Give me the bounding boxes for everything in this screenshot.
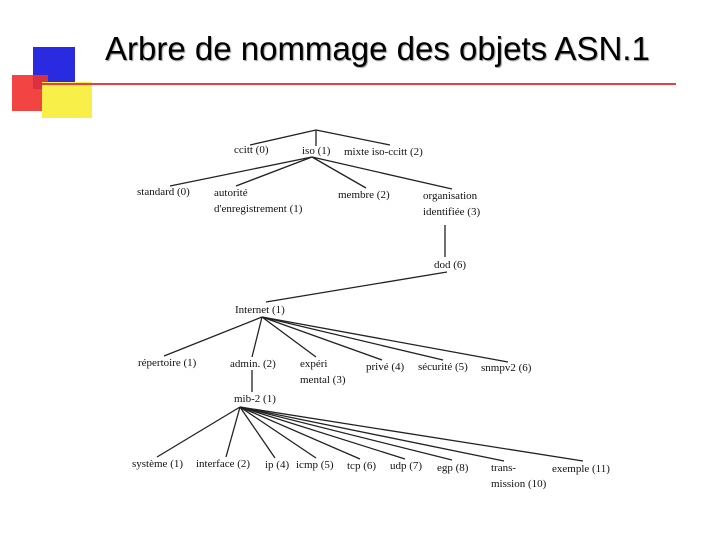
edge-internet-prive <box>262 317 382 360</box>
node-iso: iso (1) <box>302 145 331 157</box>
node-membre: membre (2) <box>338 189 390 201</box>
node-organisation-line2: identifiée (3) <box>423 206 481 218</box>
node-admin: admin. (2) <box>230 358 276 370</box>
edge-internet-securite <box>262 317 443 360</box>
node-exemple: exemple (11) <box>552 463 610 475</box>
node-egp: egp (8) <box>437 462 469 474</box>
node-mib2: mib-2 (1) <box>234 393 276 405</box>
edge-iso-organisation <box>312 157 452 189</box>
node-icmp: icmp (5) <box>296 459 334 471</box>
node-interface: interface (2) <box>196 458 251 470</box>
edge-root-mixte <box>316 130 390 145</box>
edge-iso-autorite <box>236 157 312 186</box>
node-systeme: système (1) <box>132 458 184 470</box>
node-internet: Internet (1) <box>235 304 285 316</box>
edge-mib2-exemple <box>240 407 583 461</box>
edge-mib2-egp <box>240 407 452 460</box>
node-trans-line2: mission (10) <box>491 478 547 490</box>
edge-internet-repertoire <box>164 317 262 356</box>
node-securite: sécurité (5) <box>418 361 468 373</box>
node-prive: privé (4) <box>366 361 405 373</box>
edge-internet-snmpv2 <box>262 317 508 362</box>
node-udp: udp (7) <box>390 460 423 472</box>
node-trans-line1: trans- <box>491 462 517 474</box>
node-repertoire: répertoire (1) <box>138 357 197 369</box>
node-standard: standard (0) <box>137 186 190 198</box>
edge-mib2-udp <box>240 407 405 459</box>
node-snmpv2: snmpv2 (6) <box>481 362 532 374</box>
node-ip: ip (4) <box>265 459 290 471</box>
node-tcp: tcp (6) <box>347 460 377 472</box>
node-experi-line2: mental (3) <box>300 374 346 386</box>
edge-iso-standard <box>170 157 312 186</box>
node-ccitt: ccitt (0) <box>234 144 269 156</box>
node-mixte: mixte iso-ccitt (2) <box>344 146 423 158</box>
edge-iso-membre <box>312 157 366 188</box>
node-autorite-line1: autorité <box>214 187 248 199</box>
node-dod: dod (6) <box>434 259 467 271</box>
slide-title: Arbre de nommage des objets ASN.1 <box>105 30 650 67</box>
node-autorite-line2: d'enregistrement (1) <box>214 203 303 215</box>
node-organisation-line1: organisation <box>423 190 478 202</box>
edge-internet-admin <box>252 317 262 357</box>
node-experi-line1: expéri <box>300 358 328 370</box>
edge-root-ccitt <box>250 130 316 145</box>
edge-dod-internet <box>266 272 447 302</box>
